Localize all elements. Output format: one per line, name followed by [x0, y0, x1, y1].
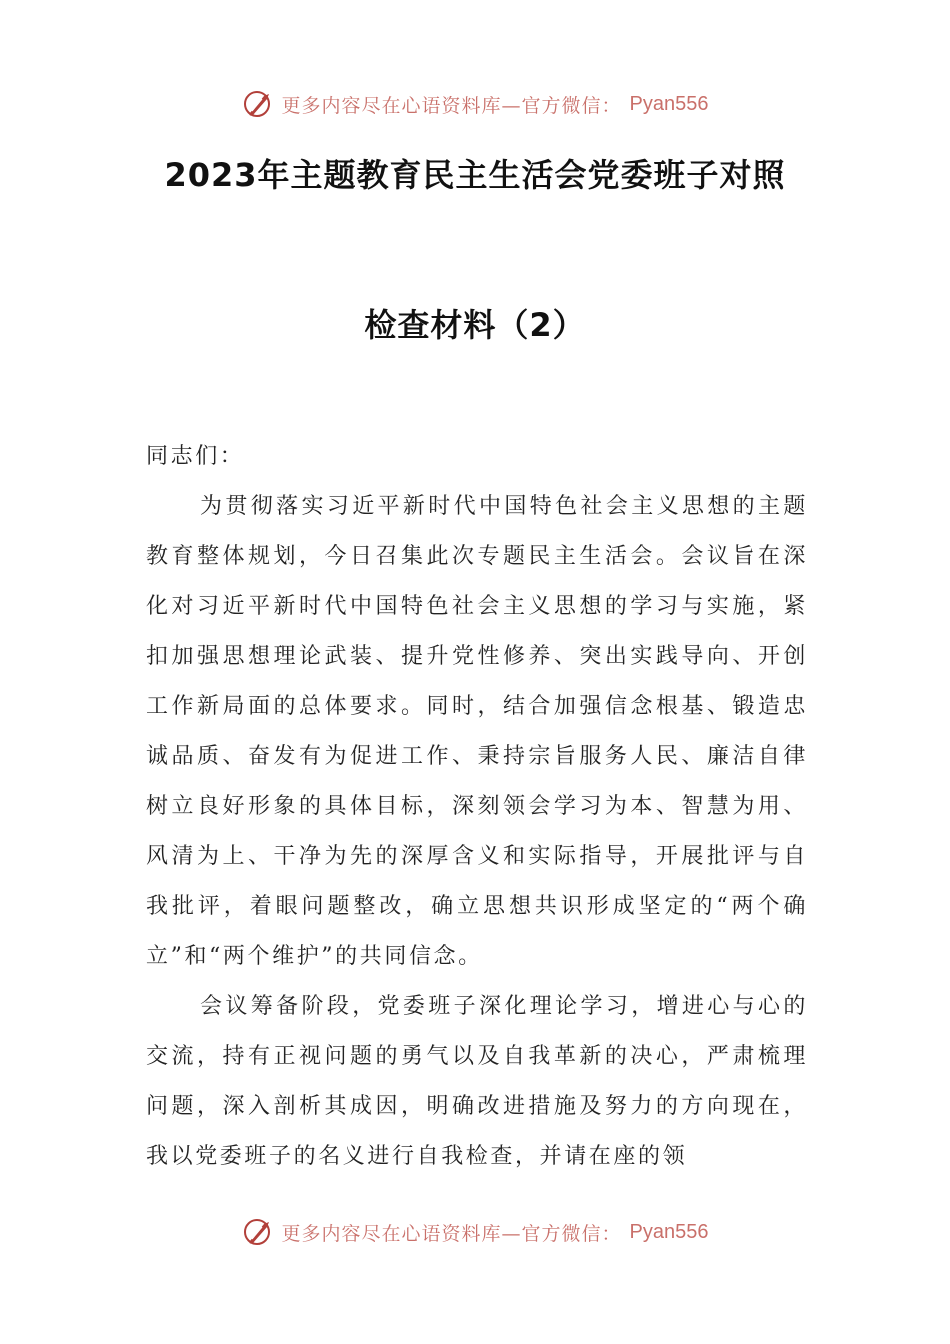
banner-text: 更多内容尽在心语资料库—官方微信：: [281, 1222, 622, 1245]
salutation: 同志们：: [146, 444, 245, 469]
footer-banner: [0, 1212, 950, 1252]
document-body: [146, 432, 808, 1182]
pen-nib-circle-icon: [242, 87, 276, 121]
wechat-id: Pyan556: [629, 1220, 709, 1243]
pen-nib-circle-icon: [242, 1215, 276, 1249]
document-title-line-1: 2023年主题教育民主生活会党委班子对照: [164, 156, 786, 194]
banner-text: 更多内容尽在心语资料库—官方微信：: [281, 94, 622, 117]
body-paragraph: 会议筹备阶段，党委班子深化理论学习，增进心与心的交流，持有正视问题的勇气以及自我革新的决心，严肃梳理问题，深入剖析其成因，明确改进措施及努力的方向现在，我以党委班子的名义进行自我检查，并请在座的领: [146, 994, 808, 1169]
wechat-id: Pyan556: [629, 92, 709, 115]
header-banner: [0, 84, 950, 124]
body-paragraph: 为贯彻落实习近平新时代中国特色社会主义思想的主题教育整体规划，今日召集此次专题民主生活会。会议旨在深化对习近平新时代中国特色社会主义思想的学习与实施，紧扣加强思想理论武装、提升党性修养、突出实践导向、开创工作新局面的总体要求。同时，结合加强信念根基、锻造忠诚品质、奋发有为促进工作、秉持宗旨服务人民、廉洁自律树立良好形象的具体目标，深刻领会学习为本、智慧为用、风清为上、干净为先的深厚含义和实际指导，开展批评与自我批评，着眼问题整改，确立思想共识形成坚定的“两个确立”和“两个维护”的共同信念。: [146, 494, 808, 969]
document-title-line-2: 检查材料（2）: [364, 306, 586, 344]
